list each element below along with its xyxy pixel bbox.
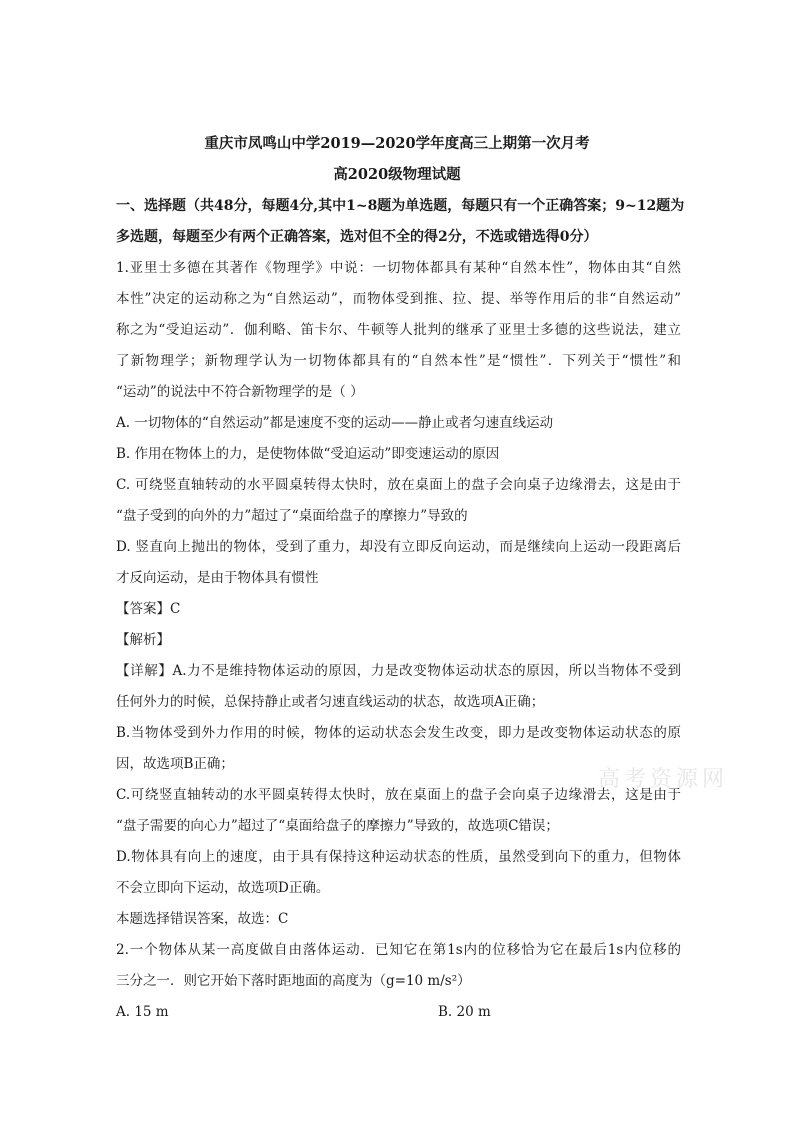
q1-option-c: C. 可绕竖直轴转动的水平圆桌转得太快时，放在桌面上的盘子会向桌子边缘滑去，这是由于 bbox=[116, 477, 681, 493]
q2-stem-line: 三分之一．则它开始下落时距地面的高度为（g=10 m/s²） bbox=[116, 973, 471, 989]
section-heading-line2: 多选题，每题至少有两个正确答案，选对但不全的得2分，不选或错选得0分） bbox=[116, 229, 598, 245]
q1-stem-line: 本性”决定的运动称之为“自然运动”，而物体受到推、拉、提、举等作用后的非“自然运动” bbox=[116, 291, 681, 307]
q1-option-c-cont: “盘子受到的向外的力”超过了“桌面给盘子的摩擦力”导致的 bbox=[116, 508, 468, 524]
exam-title: 重庆市凤鸣山中学2019—2020学年度高三上期第一次月考 bbox=[204, 135, 590, 152]
q1-detail-line: D.物体具有向上的速度，由于具有保持这种运动状态的性质，虽然受到向下的重力，但物体 bbox=[116, 849, 681, 865]
exam-subtitle: 高2020级物理试题 bbox=[333, 166, 461, 183]
q1-stem-line: “运动”的说法中不符合新物理学的是（ ） bbox=[116, 384, 364, 400]
q2-option-b: B. 20 m bbox=[438, 1004, 491, 1020]
q1-detail-line: 【详解】A.力不是维持物体运动的原因，力是改变物体运动状态的原因，所以当物体不受到 bbox=[116, 663, 681, 679]
q1-conclusion: 本题选择错误答案，故选：C bbox=[116, 911, 289, 927]
q1-answer: 【答案】C bbox=[116, 601, 181, 617]
q1-analysis-label: 【解析】 bbox=[116, 632, 170, 648]
q1-detail-line: B.当物体受到外力作用的时候，物体的运动状态会发生改变，即力是改变物体运动状态的原 bbox=[116, 725, 681, 741]
watermark: 高考资源网 bbox=[598, 767, 729, 792]
q1-stem-line: 1.亚里士多德在其著作《物理学》中说：一切物体都具有某种“自然本性”，物体由其“自然 bbox=[116, 260, 681, 276]
q1-detail-line: 因，故选项B正确； bbox=[116, 756, 234, 772]
q1-detail-line: 不会立即向下运动，故选项D正确。 bbox=[116, 880, 330, 896]
q1-option-d: D. 竖直向上抛出的物体，受到了重力，却没有立即反向运动，而是继续向上运动一段距离后 bbox=[116, 539, 681, 555]
q1-detail-line: 任何外力的时候，总保持静止或者匀速直线运动的状态，故选项A正确； bbox=[116, 694, 545, 710]
q1-detail-line: C.可绕竖直轴转动的水平圆桌转得太快时，放在桌面上的盘子会向桌子边缘滑去，这是由于 bbox=[116, 787, 681, 803]
q1-detail-line: “盘子需要的向心力”超过了“桌面给盘子的摩擦力”导致的，故选项C错误； bbox=[116, 818, 559, 834]
q1-option-b: B. 作用在物体上的力，是使物体做“受迫运动”即变速运动的原因 bbox=[116, 446, 500, 462]
q1-option-a: A. 一切物体的“自然运动”都是速度不变的运动——静止或者匀速直线运动 bbox=[116, 415, 554, 431]
section-heading-line1: 一、选择题（共48分，每题4分,其中1~8题为单选题，每题只有一个正确答案；9~12题为 bbox=[116, 198, 685, 214]
q1-stem-line: 称之为“受迫运动”．伽利略、笛卡尔、牛顿等人批判的继承了亚里士多德的这些说法，建立 bbox=[116, 322, 681, 338]
q1-stem-line: 了新物理学；新物理学认为一切物体都具有的“自然本性”是“惯性”．下列关于“惯性”和 bbox=[116, 353, 681, 369]
q2-option-a: A. 15 m bbox=[116, 1004, 169, 1020]
q2-stem-line: 2.一个物体从某一高度做自由落体运动．已知它在第1s内的位移恰为它在最后1s内位移的 bbox=[116, 942, 681, 958]
q1-option-d-cont: 才反向运动，是由于物体具有惯性 bbox=[116, 570, 319, 586]
